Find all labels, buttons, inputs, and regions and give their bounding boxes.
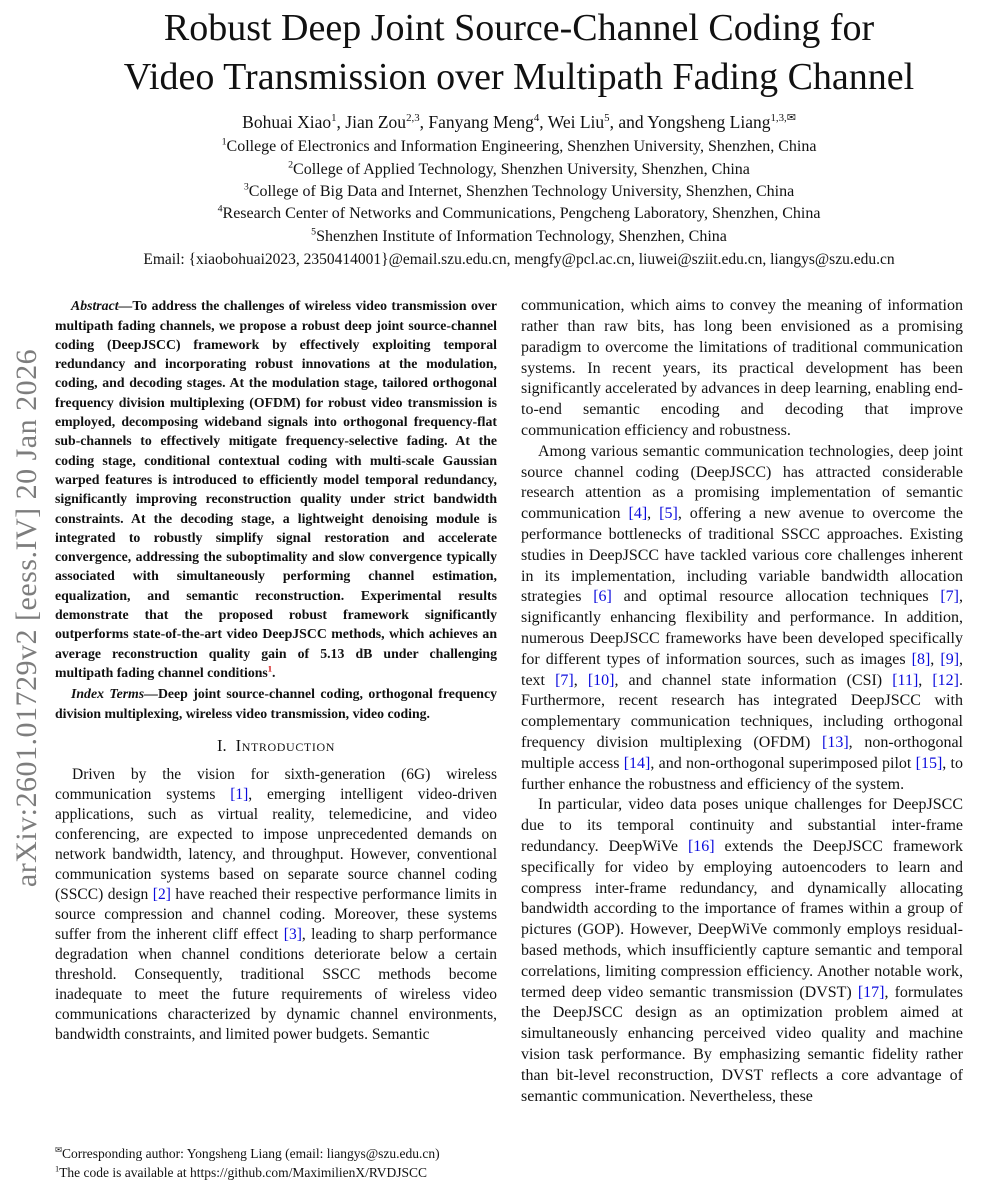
abstract-label: Abstract — [71, 298, 119, 314]
superscript: ✉ — [55, 1145, 63, 1155]
citation-link[interactable]: [5] — [659, 505, 678, 523]
superscript: 1 — [221, 136, 227, 148]
superscript: 1 — [55, 1164, 60, 1174]
affiliation-line: $^3$College of Big Data and Internet, Shenzhen Technology University, Shenzhen, China — [243, 181, 795, 201]
left-column — [55, 296, 497, 1184]
superscript: 1,3,✉ — [770, 112, 796, 125]
title-line-1: Robust Deep Joint Source-Channel Coding for — [163, 7, 875, 49]
index-terms-paragraph: Index Terms—Deep joint source-channel coding, orthogonal frequency division multiplexing, wireless video transmission, video coding. — [55, 686, 498, 721]
body-paragraph: communication, which aims to convey the meaning of information rather than raw bits, has long been envisioned as a promising paradigm to overcome the limitations of traditional communication systems. In recent years, its practical development has been significantly accelerated by advances in deep learning, enabling end-to-end semantic encoding and decoding that improve communication efficiency and robustness. — [521, 297, 963, 440]
citation-link[interactable]: [9] — [940, 650, 960, 668]
section-heading-introduction — [55, 736, 497, 756]
citation-link[interactable]: [11] — [892, 671, 919, 689]
section-number: I. — [217, 735, 227, 755]
author-line: Bohuai Xiao$^1$, Jian Zou$^{2,3}$, Fanyang Meng$^4$, Wei Liu$^5$, and Yongsheng Liang$^{1,3,✉}$ — [242, 112, 796, 133]
email-line: Email: {xiaobohuai2023, 2350414001}@email.szu.edu.cn, mengfy@pcl.ac.cn, liuwei@sziit.edu.cn, liangys@szu.edu.cn — [143, 251, 895, 269]
citation-link[interactable]: [14] — [623, 754, 651, 772]
citation-link[interactable]: [7] — [555, 671, 574, 689]
citation-link[interactable]: [15] — [915, 754, 943, 772]
two-column-body — [55, 296, 963, 1184]
footnote-code-availability: $^1$The code is available at https://github.com/MaximilienX/RVDJSCC — [55, 1164, 428, 1180]
index-terms-label: Index Terms — [71, 686, 145, 702]
footnote-marker[interactable]: 1 — [267, 663, 273, 674]
superscript: 5 — [604, 112, 610, 125]
superscript: 2,3 — [406, 112, 420, 125]
citation-link[interactable]: [6] — [593, 588, 612, 606]
section-title: Introduction — [235, 735, 335, 755]
index-terms-text: Deep joint source-channel coding, orthogonal frequency division multiplexing, wireless video transmission, video coding. — [55, 686, 498, 721]
affiliation-block — [55, 136, 983, 248]
citation-link[interactable]: [12] — [932, 671, 959, 689]
citation-link[interactable]: [16] — [687, 838, 715, 855]
right-column — [521, 296, 963, 1184]
citation-link[interactable]: [1] — [230, 785, 249, 803]
citation-link[interactable]: [3] — [283, 925, 302, 943]
abstract-paragraph: Abstract—To address the challenges of wireless video transmission over multipath fading channels, we propose a robust deep joint source-channel coding (DeepJSCC) framework by effectively exploiting temporal redundancy and incorporating robust innovations at the modulation, coding, and decoding stages. At the modulation stage, tailored orthogonal frequency division multiplexing (OFDM) for robust video transmission is employed, decomposing wideband signals into orthogonal frequency-flat sub-channels to effectively mitigate frequency-selective fading. At the coding stage, conditional contextual coding with multi-scale Gaussian warped features is introduced to efficiently model temporal redundancy, significantly improving reconstruction quality under strict bandwidth constraints. At the decoding stage, a lightweight denoising module is integrated to robustly simplify signal restoration and accelerate convergence, addressing the suboptimality and slow convergence typically associated with simultaneously performing channel estimation, equalization, and semantic reconstruction. Experimental results demonstrate that the proposed robust framework significantly outperforms state-of-the-art video DeepJSCC methods, which achieves an average reconstruction quality gain of 5.13 dB under challenging multipath fading channel conditions$^1$. — [55, 298, 497, 680]
body-paragraph: In particular, video data poses unique challenges for DeepJSCC due to its temporal continuity and substantial inter-frame redundancy. DeepWiVe [16] extends the DeepJSCC framework specifically for video by employing autoencoders to learn and compress inter-frame redundancy, and dynamically allocating bandwidth according to the importance of frames within a group of pictures (GOP). However, DeepWiVe commonly employs residual-based methods, which insufficiently capture semantic and temporal correlations, limiting compression efficiency. Another notable work, termed deep video semantic transmission (DVST) [17], formulates the DeepJSCC design as an optimization problem aimed at simultaneously enhancing perceived video quality and machine vision task performance. By emphasizing semantic fidelity rather than bit-level reconstruction, DVST reflects a core advantage of semantic communication. Nevertheless, these — [521, 796, 963, 1105]
superscript: 4 — [217, 204, 223, 216]
citation-link[interactable]: [10] — [587, 671, 615, 689]
footnote-block — [55, 1145, 497, 1184]
body-paragraph: Among various semantic communication technologies, deep joint source channel coding (DeepJSCC) has attracted considerable research attention as a promising implementation of semantic communication [4], [5], offering a new avenue to overcome the performance bottlenecks of traditional SSCC approaches. Existing studies in DeepJSCC have tackled various core challenges inherent in its implementation, including variable bandwidth allocation strategies [6] and optimal resource allocation techniques [7], significantly enhancing flexibility and performance. In addition, numerous DeepJSCC frameworks have been developed specifically for different types of information sources, such as images [8], [9], text [7], [10], and channel state information (CSI) [11], [12]. Furthermore, recent research has integrated DeepJSCC with complementary communication techniques, including orthogonal frequency division multiplexing (OFDM) [13], non-orthogonal multiple access [14], and non-orthogonal superimposed pilot [15], to further enhance the robustness and efficiency of the system. — [521, 442, 963, 793]
superscript: 1 — [331, 112, 337, 125]
arxiv-watermark: arXiv:2601.01729v2 [eess.IV] 20 Jan 2026 — [10, 348, 43, 888]
superscript: 2 — [288, 159, 294, 171]
superscript: 4 — [533, 112, 540, 125]
citation-link[interactable]: [4] — [628, 505, 648, 523]
superscript: 5 — [311, 226, 317, 238]
citation-link[interactable]: [7] — [940, 588, 959, 606]
affiliation-line: $^1$College of Electronics and Information Engineering, Shenzhen University, Shenzhen, China — [221, 136, 817, 156]
affiliation-line: $^4$Research Center of Networks and Communications, Pengcheng Laboratory, Shenzhen, China — [217, 204, 821, 223]
affiliation-line: $^2$College of Applied Technology, Shenzhen University, Shenzhen, China — [288, 159, 750, 178]
abstract-text: To address the challenges of wireless video transmission over multipath fading channels, we propose a robust deep joint source-channel coding (DeepJSCC) framework by effectively exploiting temporal redundancy and incorporating robust innovations at the modulation, coding, and decoding stages. At the modulation stage, tailored orthogonal frequency division multiplexing (OFDM) for robust video transmission is employed, decomposing wideband signals into orthogonal frequency-flat sub-channels to effectively mitigate frequency-selective fading. At the coding stage, conditional contextual coding with multi-scale Gaussian warped features is introduced to efficiently model temporal redundancy, significantly improving reconstruction quality under strict bandwidth constraints. At the decoding stage, a lightweight denoising module is integrated to robustly simplify signal restoration and accelerate convergence, addressing the suboptimality and slow convergence typically associated with simultaneously performing channel estimation, equalization, and semantic reconstruction. Experimental results demonstrate that the proposed robust framework significantly outperforms state-of-the-art video DeepJSCC methods, which achieves an average reconstruction quality gain of 5.13 dB under challenging multipath fading channel conditions$^1$. — [55, 298, 497, 680]
paper-title — [55, 4, 983, 101]
affiliation-line: $^5$Shenzhen Institute of Information Technology, Shenzhen, China — [311, 226, 727, 245]
footnote-corresponding-author: ✉Corresponding author: Yongsheng Liang (email: liangys@szu.edu.cn) — [55, 1145, 440, 1162]
citation-link[interactable]: [13] — [822, 734, 849, 752]
citation-link[interactable]: [8] — [911, 650, 931, 668]
intro-paragraph: Driven by the vision for sixth-generation (6G) wireless communication systems [1], emerging intelligent video-driven applications, such as virtual reality, telemedicine, and video conferencing, are expected to impose unprecedented demands on network bandwidth, latency, and throughput. However, conventional communication systems based on separate source channel coding (SSCC) design [2] have reached their respective performance limits in source compression and channel coding. Moreover, these systems suffer from the inherent cliff effect [3], leading to sharp performance degradation when channel conditions deteriorate below a certain threshold. Consequently, traditional SSCC methods become inadequate to meet the future requirements of wireless video communications characterized by dynamic channel environments, bandwidth constraints, and limited power budgets. Semantic — [55, 765, 497, 1043]
title-line-2: Video Transmission over Multipath Fading Channel — [123, 55, 915, 98]
paper-header — [55, 4, 983, 269]
citation-link[interactable]: [2] — [152, 885, 171, 903]
citation-link[interactable]: [17] — [857, 983, 885, 1001]
superscript: 3 — [243, 181, 249, 193]
